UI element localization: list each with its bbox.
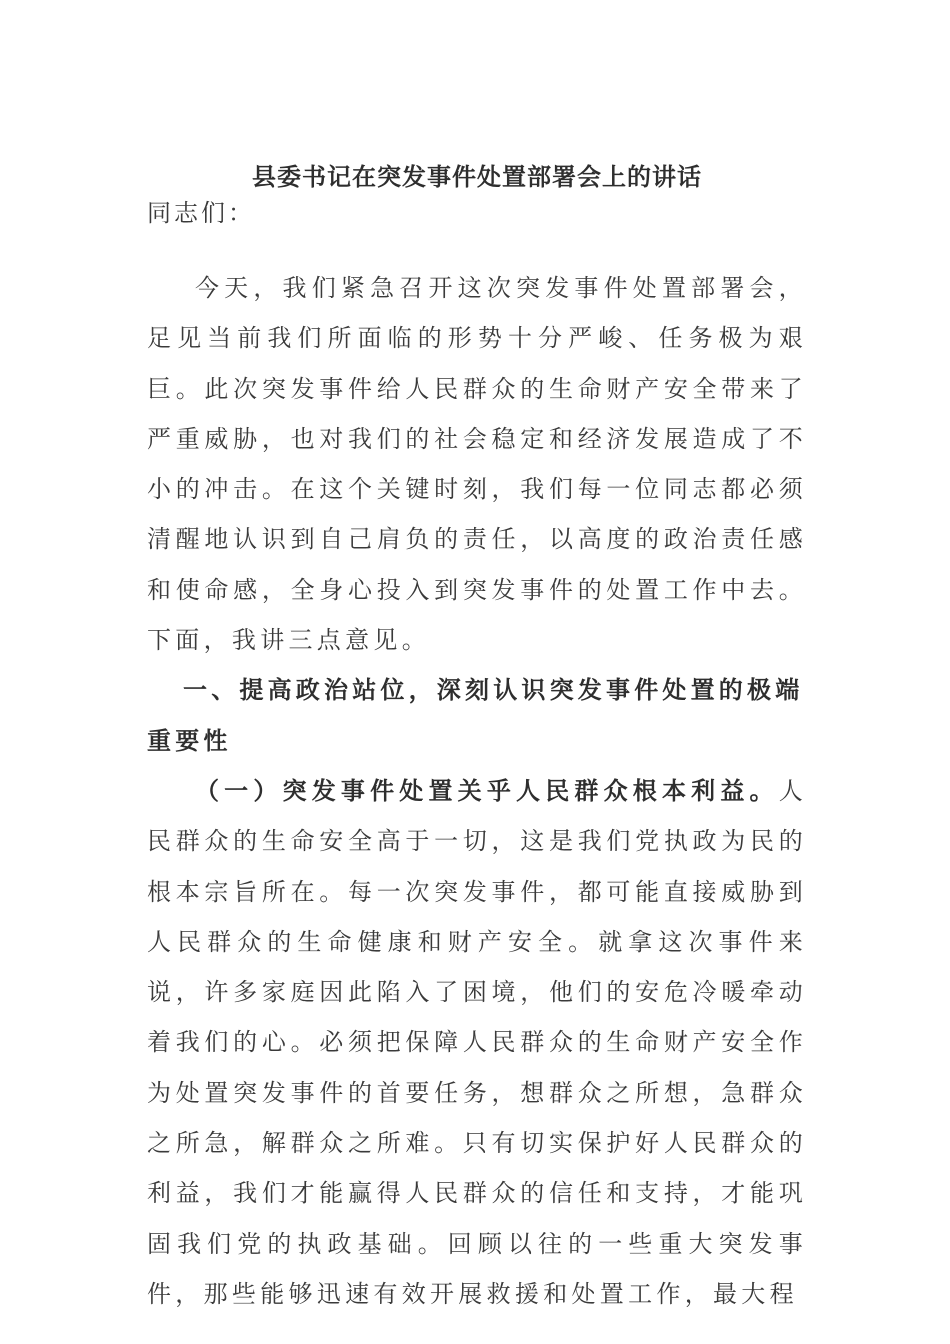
- intro-paragraph: 今天，我们紧急召开这次突发事件处置部署会，足见当前我们所面临的形势十分严峻、任务极为艰巨。此次突发事件给人民群众的生命财产安全带来了严重威胁，也对我们的社会稳定和经济发展造成了不小的冲击。在这个关键时刻，我们每一位同志都必须清醒地认识到自己肩负的责任，以高度的政治责任感和使命感，全身心投入到突发事件的处置工作中去。下面，我讲三点意见。: [147, 274, 807, 655]
- subsection-paragraph: [147, 766, 807, 1319]
- salutation: 同志们：: [147, 199, 255, 227]
- document-title: 县委书记在突发事件处置部署会上的讲话: [252, 162, 702, 191]
- subsection-text: 人民群众的生命安全高于一切，这是我们党执政为民的根本宗旨所在。每一次突发事件，都可能直接威胁到人民群众的生命健康和财产安全。就拿这次事件来说，许多家庭因此陷入了困境，他们的安危冷暖牵动着我们的心。必须把保障人民群众的生命财产安全作为处置突发事件的首要任务，想群众之所想，急群众之所急，解群众之所难。只有切实保护好人民群众的利益，我们才能赢得人民群众的信任和支持，才能巩固我们党的执政基础。回顾以往的一些重大突发事件，那些能够迅速有效开展救援和处置工作，最大程: [147, 776, 807, 1308]
- subsection-lead: （一）突发事件处置关乎人民群众根本利益。: [195, 775, 779, 805]
- document-body: [147, 263, 807, 1319]
- section-heading: 一、提高政治站位，深刻认识突发事件处置的极端重要性: [147, 675, 804, 755]
